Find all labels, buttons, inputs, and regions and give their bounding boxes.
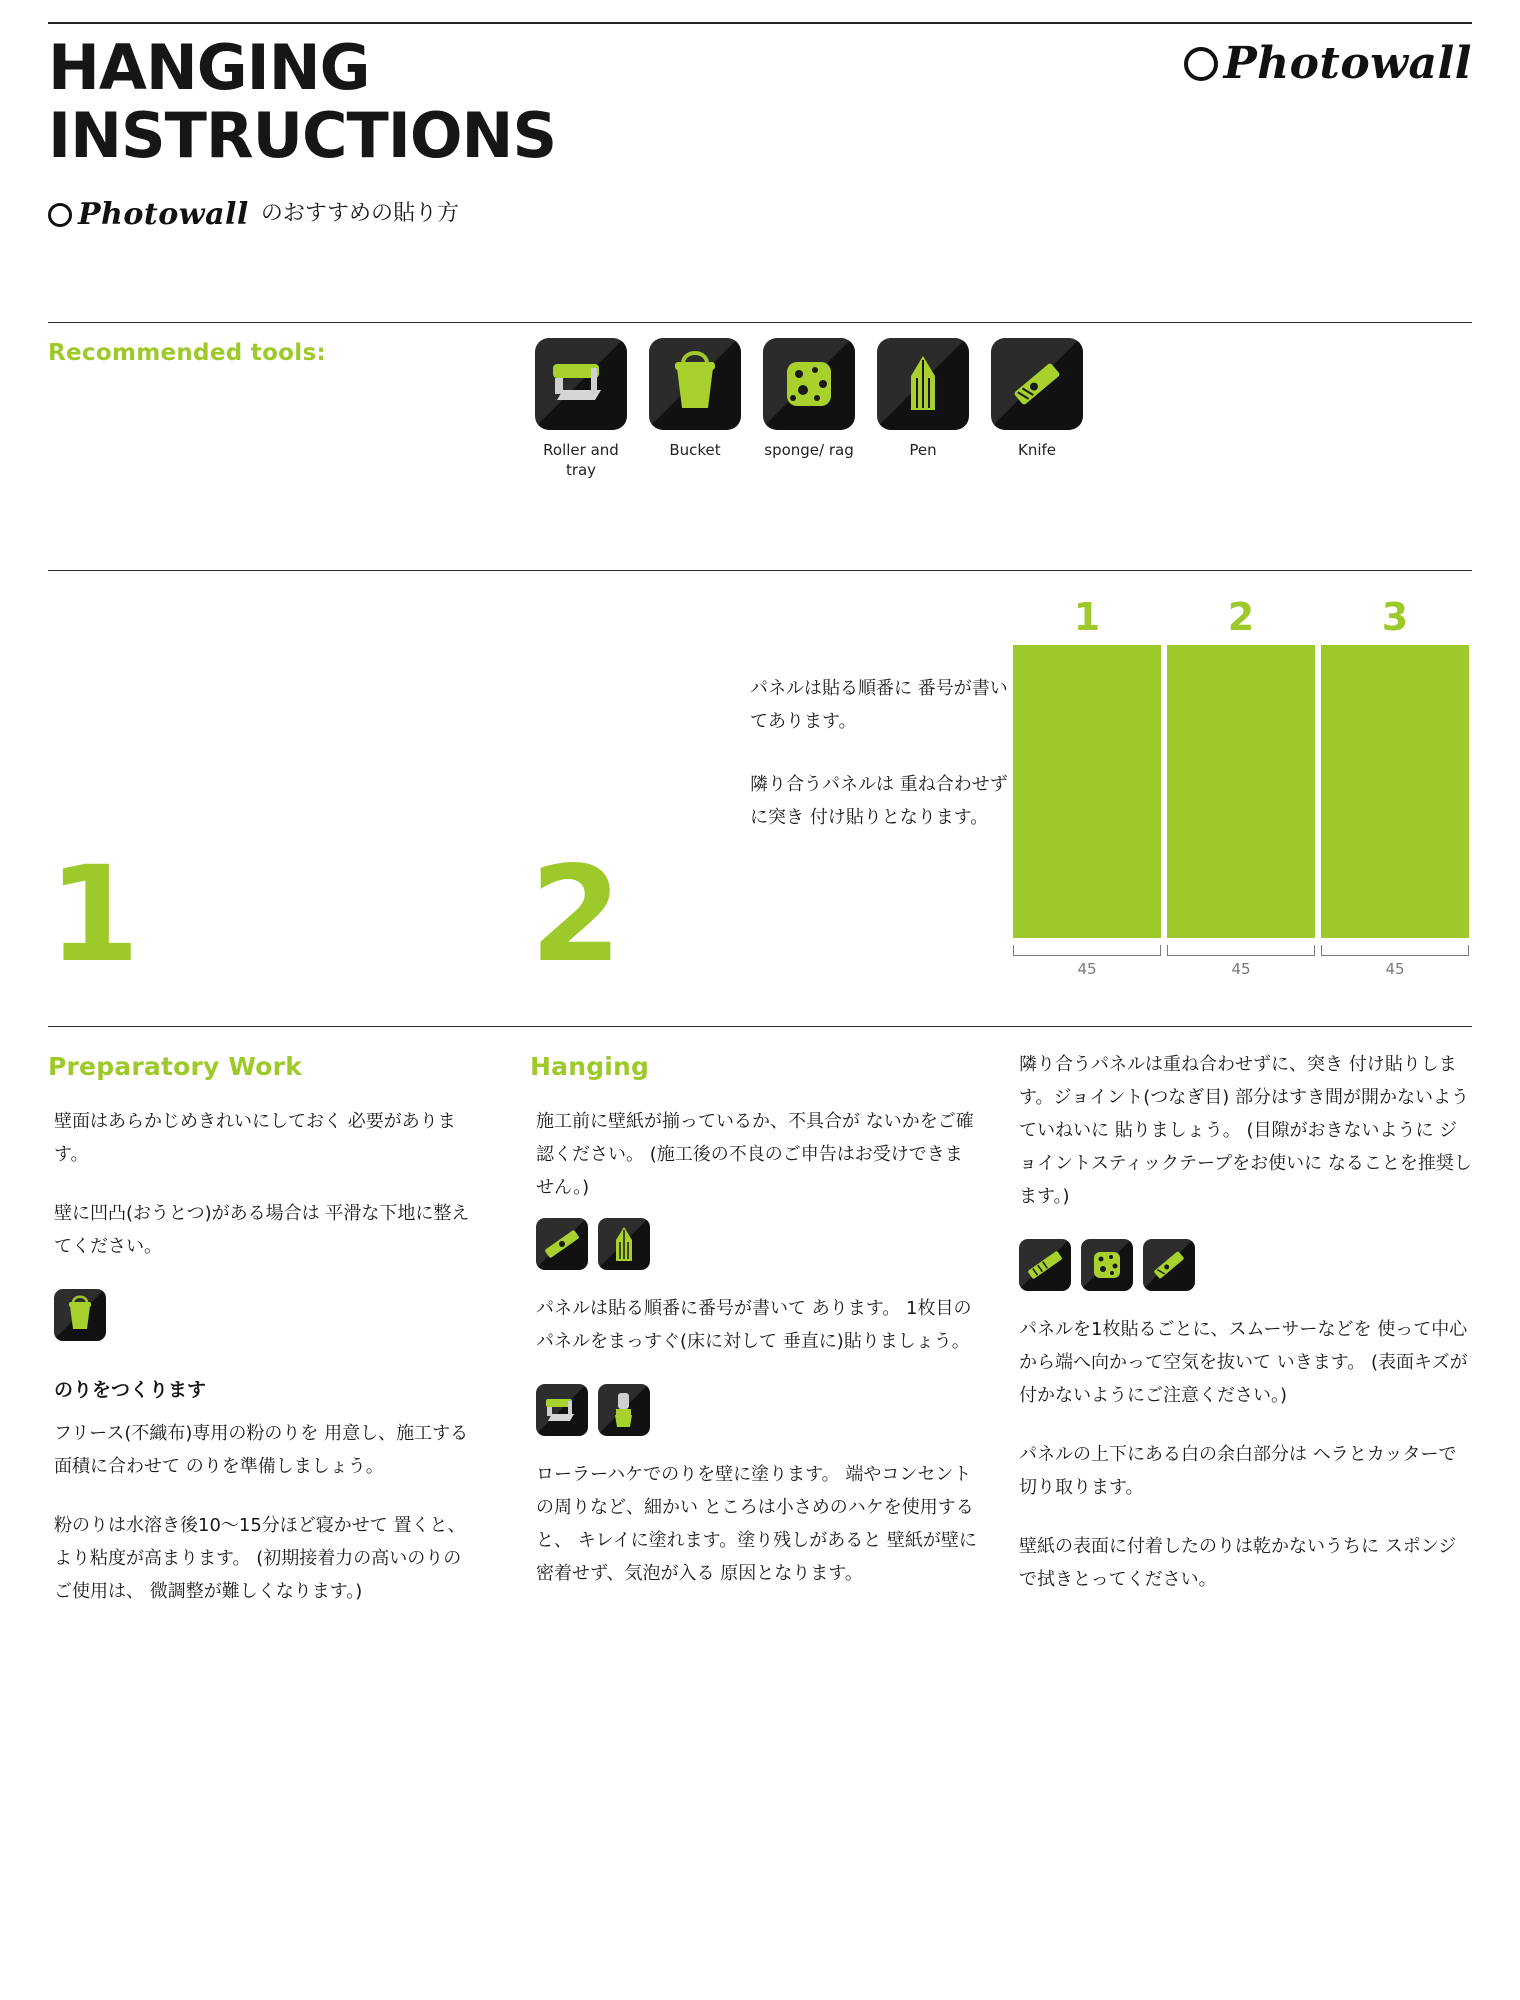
tool-bucket	[649, 338, 741, 480]
bucket-icon	[649, 338, 741, 430]
column2-paragraph-1: 施工前に壁紙が揃っているか、不具合が ないかをご確認ください。 (施工後の不良のご申告はお受けできません。)	[536, 1111, 974, 1198]
tool-knife	[991, 338, 1083, 480]
top-divider	[48, 22, 1472, 24]
panel-dimension-3	[1321, 945, 1469, 978]
column1-paragraph-4: 粉のりは水溶き後10〜15分ほど寝かせて 置くと、より粘度が高まります。 (初期接着力の高いのりのご使用は、 微調整が難しくなります。)	[54, 1515, 466, 1602]
panel-label-3: 3	[1381, 595, 1409, 639]
photowall-mark-icon	[1184, 47, 1218, 81]
knife-icon	[991, 338, 1083, 430]
dimension-value: 45	[1385, 960, 1405, 978]
recommended-tools-label: Recommended tools:	[48, 340, 326, 366]
tool-caption: Pen	[909, 441, 937, 459]
dimension-brace	[1167, 945, 1315, 956]
tools-divider	[48, 322, 1472, 323]
tool-caption: Roller and tray	[543, 441, 619, 479]
recommended-tools-row	[535, 338, 1083, 480]
tool-sponge-rag	[763, 338, 855, 480]
roller-and-tray-icon	[536, 1384, 588, 1436]
dimension-value: 45	[1231, 960, 1251, 978]
middle-divider	[48, 570, 1472, 571]
photowall-logo-header	[1184, 38, 1472, 89]
panel-dimensions	[1013, 945, 1469, 978]
column2-heading: Hanging	[530, 1052, 650, 1081]
column2-paragraph-3: ローラーハケでのりを壁に塗ります。 端やコンセントの周りなど、細かい ところは小さめのハケを使用すると、 キレイに塗れます。塗り残しがあると 壁紙が壁に密着せず、気泡が入る 原因となります。	[536, 1464, 977, 1584]
smoother-icon	[1019, 1239, 1071, 1291]
column2-paragraph-2: パネルは貼る順番に番号が書いて あります。 1枚目のパネルをまっすぐ(床に対して 垂直に)貼りましょう。	[536, 1298, 972, 1352]
dimension-value: 45	[1077, 960, 1097, 978]
panel-1	[1013, 645, 1161, 938]
tool-caption: sponge/ rag	[764, 441, 854, 459]
tool-caption: Knife	[1017, 441, 1057, 459]
columns-divider	[48, 1026, 1472, 1027]
column1-paragraph-3: フリース(不織布)専用の粉のりを 用意し、施工する面積に合わせて のりを準備しましょう。	[54, 1423, 469, 1477]
column2-icons-2	[536, 1384, 980, 1436]
column3-paragraph-3: パネルの上下にある白の余白部分は ヘラとカッターで切り取ります。	[1019, 1444, 1457, 1498]
sponge-rag-icon	[1081, 1239, 1133, 1291]
column1-heading: Preparatory Work	[48, 1052, 303, 1081]
tool-pen	[877, 338, 969, 480]
panel-number-labels	[1013, 595, 1469, 639]
dimension-brace	[1013, 945, 1161, 956]
column-preparatory-work	[48, 1050, 478, 1634]
column-jointing	[1013, 1050, 1473, 1622]
pen-icon	[598, 1218, 650, 1270]
panel-dimension-2	[1167, 945, 1315, 978]
photowall-logo-inline	[48, 197, 249, 232]
column2-icons-1	[536, 1218, 980, 1270]
column3-paragraph-2: パネルを1枚貼るごとに、スムーサーなどを 使って中心から端へ向かって空気を抜いて いきます。 (表面キズが付かないようにご注意ください。)	[1019, 1319, 1468, 1406]
column3-paragraph-4: 壁紙の表面に付着したのりは乾かないうちに スポンジで拭きとってください。	[1019, 1536, 1457, 1590]
panel-label-2: 2	[1227, 595, 1255, 639]
brush-icon	[598, 1384, 650, 1436]
panel-diagram	[1013, 645, 1469, 938]
roller-and-tray-icon	[535, 338, 627, 430]
tool-caption: Bucket	[669, 441, 721, 459]
sponge-rag-icon	[763, 338, 855, 430]
tool-roller-and-tray	[535, 338, 627, 480]
page-title-line-1: HANGING	[48, 31, 370, 104]
step-number-2: 2	[530, 838, 622, 992]
panel-dimension-1	[1013, 945, 1161, 978]
column1-paragraph-1: 壁面はあらかじめきれいにしておく 必要があります。	[54, 1111, 456, 1165]
column1-subheading: のりをつくります	[54, 1379, 207, 1401]
knife-icon	[1143, 1239, 1195, 1291]
page-header	[48, 31, 1148, 232]
pen-icon	[877, 338, 969, 430]
dimension-brace	[1321, 945, 1469, 956]
panel-diagram-notes	[750, 672, 1010, 834]
column1-icons	[54, 1289, 478, 1352]
bucket-icon	[54, 1289, 106, 1341]
level-icon	[536, 1218, 588, 1270]
panel-note-1: パネルは貼る順番に 番号が書いてあります。	[750, 678, 1008, 732]
panel-label-1: 1	[1073, 595, 1101, 639]
column3-paragraph-1: 隣り合うパネルは重ね合わせずに、突き 付け貼りします。ジョイント(つなぎ目) 部分はすき間が開かないようていねいに 貼りましょう。 (目隙がおきないように ジョイントスティックテープをお使いに なることを推奨します。)	[1019, 1054, 1472, 1207]
photowall-mark-icon	[48, 203, 72, 227]
subtitle-japanese: のおすすめの貼り方	[260, 201, 460, 226]
column-hanging	[530, 1050, 980, 1616]
panel-2	[1167, 645, 1315, 938]
photowall-wordmark: Photowall	[78, 197, 249, 232]
step-number-1: 1	[48, 838, 140, 992]
column3-icons	[1019, 1239, 1473, 1291]
panel-3	[1321, 645, 1469, 938]
subtitle-row	[48, 196, 1148, 232]
panel-note-2: 隣り合うパネルは 重ね合わせずに突き 付け貼りとなります。	[750, 774, 1008, 828]
page-title-line-2: INSTRUCTIONS	[48, 99, 557, 172]
photowall-wordmark: Photowall	[1223, 38, 1472, 89]
column1-paragraph-2: 壁に凹凸(おうとつ)がある場合は 平滑な下地に整えてください。	[54, 1203, 470, 1257]
